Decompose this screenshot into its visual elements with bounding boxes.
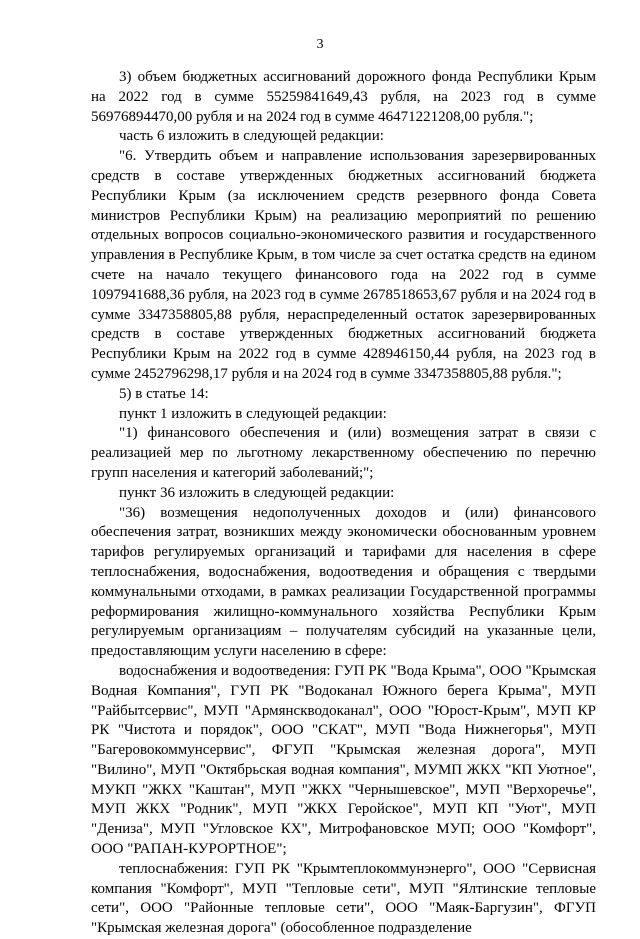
paragraph-point-1-text: "1) финансового обеспечения и (или) возмещения затрат в связи с реализацией мер по льготному лекарственному обеспечению по перечню групп населения и категорий заболеваний;"; [91,425,596,481]
paragraph-item-3-road-fund: 3) объем бюджетных ассигнований дорожного фонда Республики Крым на 2022 год в сумме 55259841649,43 рубля, на 2023 год в сумме 56976894470,00 рубля и на 2024 год в сумме 46471221208,00 рубля."; [91,69,596,125]
paragraph-part-6-text: "6. Утвердить объем и направление использования зарезервированных средств в составе утвержденных бюджетных ассигнований бюджета Республики Крым (за исключением средств резервного фонда Совета министров Республики Крым) на реализацию мероприятий по решению отдельных вопросов социально-экономического развития и государственного управления в Республике Крым, в том числе за счет остатка средств на едином счете на начало текущего финансового года на 2022 год в сумме 1097941688,36 рубля, на 2023 год в сумме 2678518653,67 рубля и на 2024 год в сумме 3347358805,88 рубля, нераспределенный остаток зарезервированных средств в составе утвержденных бюджетных ассигнований бюджета Республики Крым на 2022 год в сумме 428946150,44 рубля, на 2023 год в сумме 2452796298,17 рубля и на 2024 год в сумме 3347358805,88 рубля."; [91,148,596,382]
paragraph-heat-supply-list: теплоснабжения: ГУП РК "Крымтеплокоммунэнерго", ООО "Сервисная компания "Комфорт", МУП "Тепловые сети", МУП "Ялтинские тепловые сети", ООО "Районные тепловые сети", ООО "Маяк-Баргузин", ФГУП "Крымская железная дорога" (обособленное подразделение [91,860,596,937]
paragraph-point-36-text: "36) возмещения недополученных доходов и (или) финансового обеспечения затрат, возникших между экономически обоснованным уровнем тарифов регулируемых организаций и тарифами для населения в сфере теплоснабжения, водоснабжения, водоотведения и обращения с твердыми коммунальными отходами, в рамках реализации Государственной программы реформирования жилищно-коммунального хозяйства Республики Крым регулируемым организациям – получателям субсидий на указанные цели, предоставляющим услуги населению в сфере: [91,504,596,660]
page-number: 3 [316,37,324,52]
paragraph-water-supply-list: водоснабжения и водоотведения: ГУП РК "Вода Крыма", ООО "Крымская Водная Компания", ГУП РК "Водоканал Южного берега Крыма", МУП "Райбытсервис", МУП "Армянскводоканал", ООО "Юрост-Крым", МУП КР РК "Чистота и порядок", ООО "СКАТ", МУП "Вода Нижнегорья", МУП "Багеровокоммунсервис", ФГУП "Крымская железная дорога", МУП "Вилино", МУП "Октябрьская водная компания", МУМП ЖКХ "КП Уютное", МУКП "ЖКХ "Каштан", МУП "ЖКХ "Чернышевское", МУП "Верхоречье", МУП ЖКХ "Родник", МУП "ЖКХ Геройское", МУП КП "Уют", МУП "Дениза", МУП "Угловское КХ", Митрофановское МУП; ООО "Комфорт", ООО "РАПАН-КУРОРТНОЕ"; [91,662,596,858]
paragraph-article-14: 5) в статье 14: [119,385,209,402]
paragraph-point-1-instruction: пункт 1 изложить в следующей редакции: [119,405,387,422]
document-body [91,68,596,939]
paragraph-part-6-instruction: часть 6 изложить в следующей редакции: [119,128,384,145]
paragraph-point-36-instruction: пункт 36 изложить в следующей редакции: [119,484,395,501]
